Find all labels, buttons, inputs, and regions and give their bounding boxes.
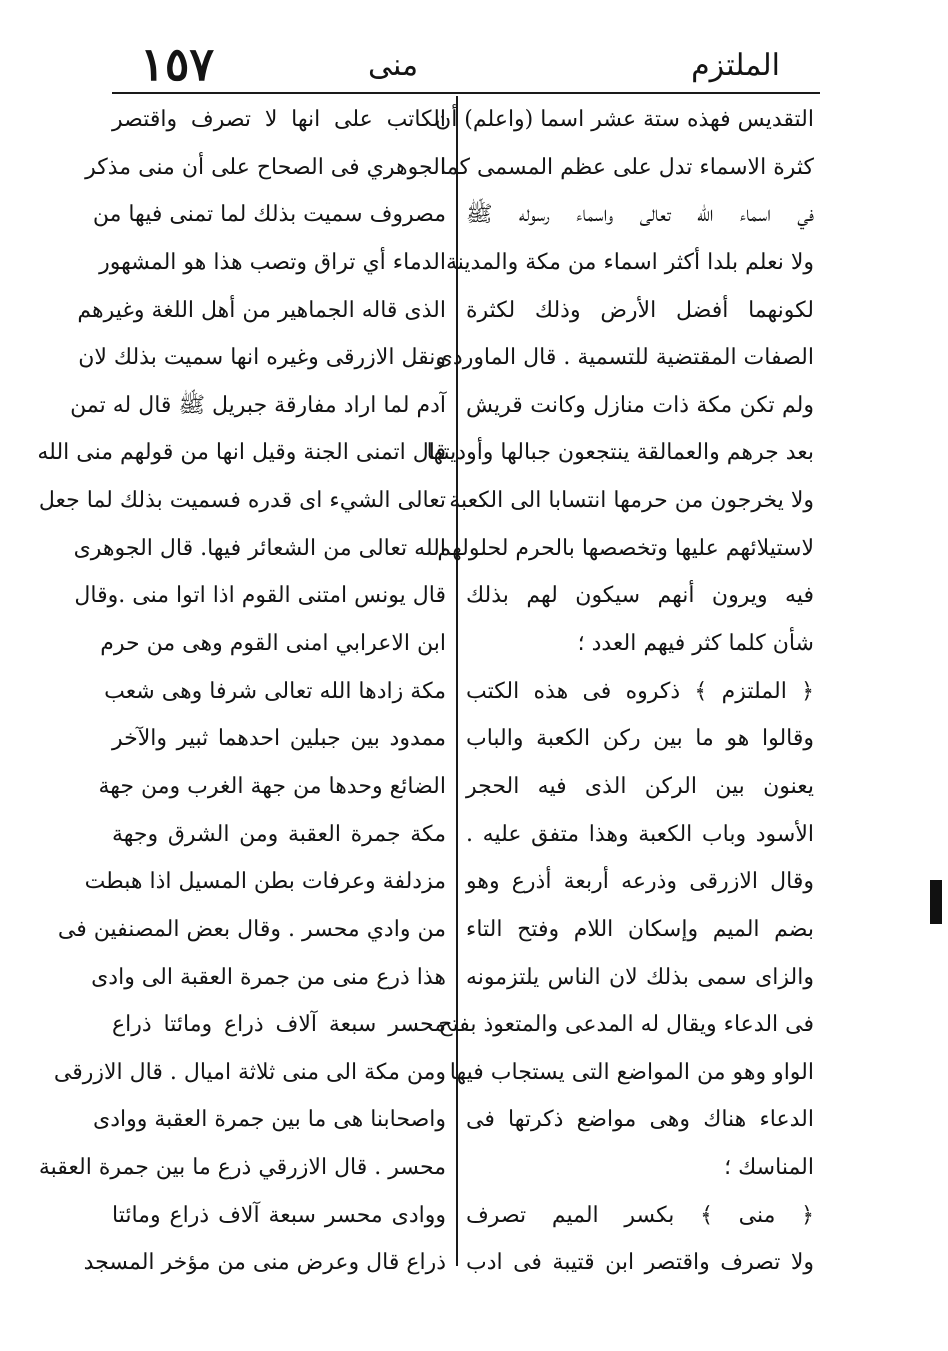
- text-line: محسر سبعة آلاف ذراع ومائتا ذراع: [112, 1012, 446, 1038]
- text-line: لاستيلائهم عليها وتخصصها بالحرم لحلولهم: [437, 535, 814, 561]
- text-line: ومن مكة الى منى ثلاثة اميال . قال الازرقى: [53, 1059, 446, 1085]
- left-column: [37, 96, 446, 1287]
- text-line: فى الدعاء ويقال له المدعى والمتعوذ بفتح: [438, 1012, 814, 1038]
- text-line: ولا يخرجون من حرمها انتسابا الى الكعبة: [449, 488, 814, 514]
- text-line: ذراع قال وعرض منى من مؤخر المسجد: [83, 1250, 446, 1276]
- header-rule: [112, 92, 820, 94]
- text-line: ابن الاعرابي امنى القوم وهى من حرم: [100, 631, 446, 657]
- text-line: تعالى الشيء اى قدره فسميت بذلك لما جعل: [38, 488, 446, 514]
- running-title: الملتزم: [691, 48, 780, 83]
- paragraph-end-line: المناسك ؛: [724, 1155, 814, 1181]
- section-title: منى: [368, 48, 419, 83]
- page-header: [120, 37, 810, 96]
- text-line: كثرة الاسماء تدل على عظم المسمى كما: [440, 154, 814, 180]
- text-line: الكاتب على انها لا تصرف واقتصر: [112, 107, 446, 132]
- text-line: مكة جمرة العقبة ومن الشرق وجهة: [112, 821, 446, 847]
- text-line: ممدود بين جبلين احدهما ثبير والآخر: [112, 726, 446, 752]
- text-line: واصحابنا هى ما بين جمرة العقبة ووادى: [92, 1107, 446, 1133]
- text-line: هذا ذرع منى من جمرة العقبة الى وادى: [91, 964, 446, 990]
- text-line: قال اتمنى الجنة وقيل انها من قولهم منى الله: [37, 440, 446, 466]
- text-line: الجوهري فى الصحاح على أن منى مذكر: [85, 154, 446, 180]
- text-line: محسر . قال الازرقي ذرع ما بين جمرة العقبة: [38, 1155, 446, 1181]
- text-line: الذى قاله الجماهير من أهل اللغة وغيرهم: [77, 297, 446, 323]
- text-line: من وادي محسر . وقال بعض المصنفين فى: [57, 916, 446, 942]
- text-line: بعد جرهم والعمالقة ينتجعون جبالها وأوديتها: [426, 440, 814, 466]
- text-line: الله تعالى من الشعائر فيها. قال الجوهرى: [73, 535, 446, 561]
- text-line: الصفات المقتضية للتسمية . قال الماوردى: [435, 345, 814, 371]
- text-line: الدماء أي تراق وتصب هذا هو المشهور: [99, 249, 446, 275]
- entry-heading-line: ﴿ منى ﴾ بكسر الميم تصرف: [466, 1202, 814, 1228]
- scan-edge-mark: [930, 880, 942, 924]
- text-line: ولم تكن مكة ذات منازل وكانت قريش: [466, 392, 814, 418]
- text-line: التقديس فهذه ستة عشر اسما (واعلم) أن: [435, 107, 814, 132]
- text-line: يعنون بين الركن الذى فيه الحجر: [466, 773, 814, 799]
- text-line: في اسماء الله تعالى واسماء رسوله ﷺ: [466, 202, 814, 228]
- text-line: لكونهما أفضل الأرض وذلك لكثرة: [466, 297, 814, 323]
- text-line: بضم الميم وإسكان اللام وفتح التاء: [466, 916, 814, 942]
- text-line: مزدلفة وعرفات بطن المسيل اذا هبطت: [84, 869, 446, 895]
- text-line: ولا تصرف واقتصر ابن قتيبة فى ادب: [466, 1250, 814, 1276]
- text-line: قال يونس امتنى القوم اذا اتوا منى .وقال: [74, 583, 446, 609]
- text-line: والزاى سمى بذلك لان الناس يلتزمونه: [466, 964, 814, 990]
- text-line: ولا نعلم بلدا أكثر اسماء من مكة والمدينة: [445, 249, 814, 275]
- text-line: مكة زادها الله تعالى شرفا وهى شعب: [104, 678, 446, 704]
- text-line: فيه ويرون أنهم سيكون لهم بذلك: [466, 583, 814, 609]
- text-line: ونقل الازرقى وغيره انها سميت بذلك لان: [78, 345, 446, 371]
- text-line: ووادى محسر سبعة آلاف ذراع ومائتا: [112, 1202, 446, 1228]
- text-line: وقال الازرقى وذرعه أربعة أذرع وهو: [466, 869, 814, 895]
- text-line: وقالوا هو ما بين ركن الكعبة والباب: [466, 726, 814, 752]
- page-number: ١٥٧: [140, 37, 215, 91]
- text-line: الأسود وباب الكعبة وهذا متفق عليه .: [466, 821, 814, 847]
- right-column: [426, 96, 814, 1287]
- entry-heading-line: ﴿ الملتزم ﴾ ذكروه فى هذه الكتب: [466, 678, 814, 704]
- paragraph-end-line: شأن كلما كثر فيهم العدد ؛: [577, 631, 814, 657]
- text-line: مصروف سميت بذلك لما تمنى فيها من: [92, 202, 446, 228]
- text-line: آدم لما اراد مفارقة جبريل ﷺ قال له تمن: [70, 392, 446, 418]
- text-line: الدعاء هناك وهى مواضع ذكرتها فى: [466, 1107, 814, 1133]
- text-line: الضائع وحدها من جهة الغرب ومن جهة: [98, 773, 446, 799]
- text-line: الواو وهو من المواضع التى يستجاب فيها: [449, 1059, 814, 1085]
